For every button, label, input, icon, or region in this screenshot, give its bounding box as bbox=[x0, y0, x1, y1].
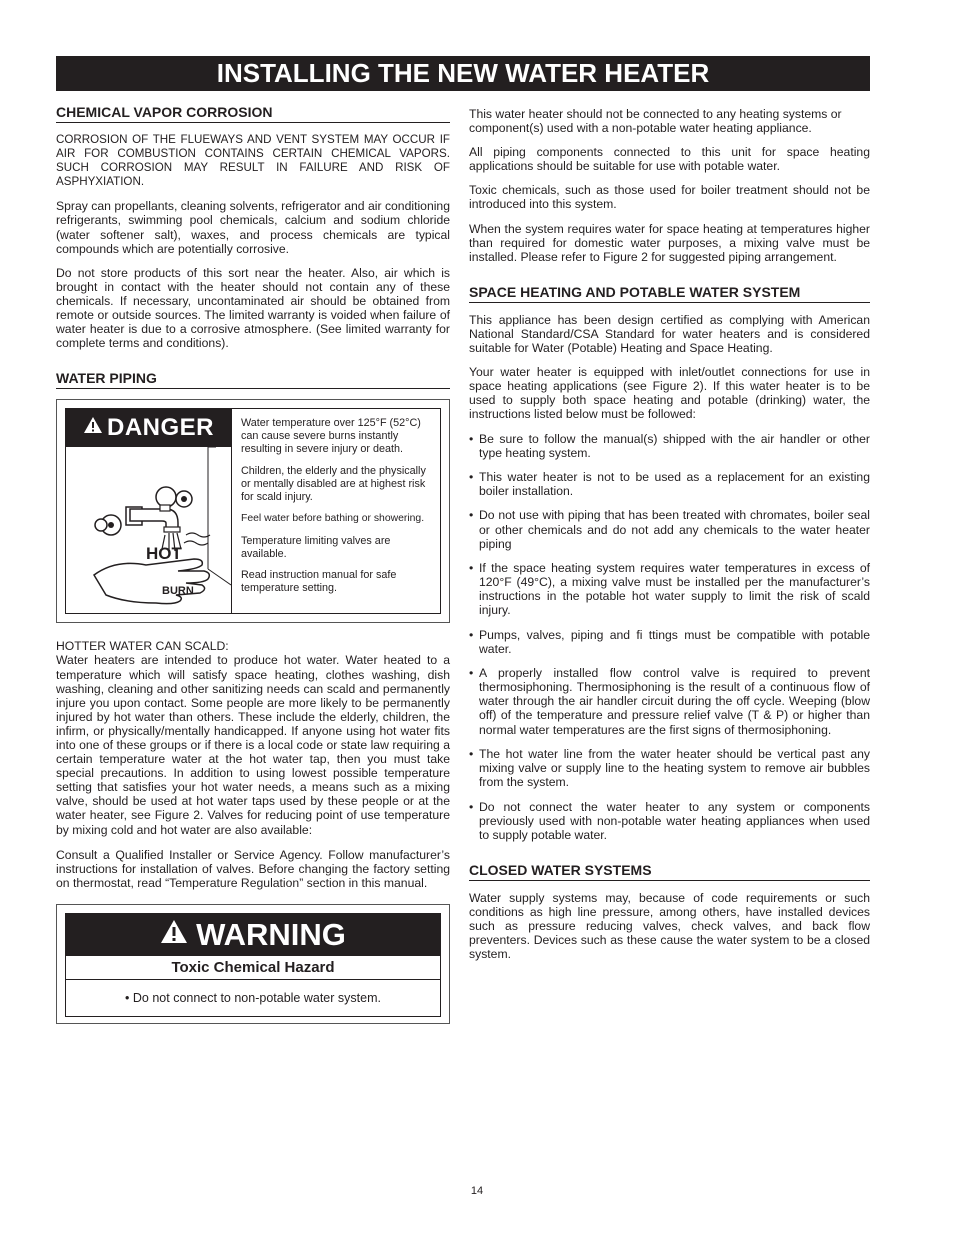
space-paragraph-1: This appliance has been design certified as complying with American National Standard/CSA Standard for water heaters and is considered suitable for Water (Potable) Heating and Space Heating. bbox=[469, 312, 870, 356]
danger-header bbox=[66, 409, 231, 447]
list-item: • A properly installed flow control valve is required to prevent thermosiphoning. Thermosiphoning is the result of a continuous flow of water through the air handler circuit during the off cycle. Weeping (blow off) of the temperature and pressure relief valve (T & P) or higher than normal water temperatures are the first signs of thermosiphoning. bbox=[469, 666, 870, 736]
warning-box bbox=[56, 904, 450, 1024]
water-piping-heading: WATER PIPING bbox=[56, 370, 450, 389]
warning-label: WARNING bbox=[196, 916, 346, 952]
scald-paragraph: Water heaters are intended to produce hot water. Water heated to a temperature which will satisfy space heating, clothes washing, dish washing, cleaning and other sanitizing needs can scald and permanently injure you upon contact. Some people are more likely to be permanently injured by hot water than others. These include the elderly, children, the infirm, or physically/mentally handicapped. If anyone using hot water fits into one of these groups or if there is a local code or state law requiring a certain temperature water at the hot water tap, then you must take special precautions. In addition to using lowest possible temperature setting that satisfies your hot water needs, a means such as a mixing valve, should be used at hot water taps used by these people or at the water heater, see Figure 2. Valves for reducing point of use temperature by mixing cold and hot water are also available: bbox=[56, 653, 450, 837]
closed-paragraph: Water supply systems may, because of code requirements or such conditions as high line pressure, among others, have installed devices such as pressure reducing valves, check valves, and back flow preventers. Devices such as these cause the water system to be a closed system. bbox=[469, 890, 870, 962]
chem-paragraph-1: CORROSION OF THE FLUEWAYS AND VENT SYSTEM MAY OCCUR IF AIR FOR COMBUSTION CONTAINS CERTAIN CHEMICAL VAPORS. SUCH CORROSION MAY RESULT IN FAILURE AND RISK OF ASPHYXIATION. bbox=[56, 133, 450, 189]
chem-paragraph-3: Do not store products of this sort near the heater. Also, air which is brought in contact with the heater should not contain any of these chemicals. If necessary, uncontaminated air should be obtained from remote or outside sources. The limited warranty is voided when failure of water heater is due to a corrosive atmosphere. (See limited warranty for complete terms and conditions). bbox=[56, 265, 450, 351]
space-paragraph-2: Your water heater is equipped with inlet/outlet connections for use in space heating applications (see Figure 2). If this water heater is to be used to supply both space heating and potable (drinking) water, the instructions listed below must be followed: bbox=[469, 365, 870, 422]
list-item: • Do not connect the water heater to any system or components previously used with non-potable water heating appliances when used to supply potable water. bbox=[469, 800, 870, 842]
danger-text-3: Feel water before bathing or showering. bbox=[241, 512, 425, 524]
chemical-vapor-heading: CHEMICAL VAPOR CORROSION bbox=[56, 104, 450, 123]
list-item: • Pumps, valves, piping and fi ttings must be compatible with potable water. bbox=[469, 628, 870, 656]
hot-water-faucet-hand-icon bbox=[66, 447, 231, 615]
list-item: • This water heater is not to be used as a replacement for an existing boiler installation. bbox=[469, 470, 870, 498]
danger-left-panel bbox=[66, 409, 232, 613]
warning-triangle-icon bbox=[160, 919, 188, 951]
page-banner bbox=[56, 56, 870, 91]
list-item: • Do not use with piping that has been treated with chromates, boiler seal or other chemicals and do not add any chemicals to the water heater piping bbox=[469, 508, 870, 550]
danger-text-4: Temperature limiting valves are available. bbox=[241, 534, 391, 560]
right-column bbox=[469, 107, 870, 971]
right-paragraph-3: Toxic chemicals, such as those used for boiler treatment should not be introduced into this system. bbox=[469, 183, 870, 212]
left-column bbox=[56, 104, 450, 1024]
danger-text-5: Read instruction manual for safe temperature setting. bbox=[241, 569, 397, 595]
list-item: • The hot water line from the water heater should be vertical past any mixing valve or supply line to the heating system to remove air bubbles from the system. bbox=[469, 747, 870, 789]
danger-text-2: Children, the elderly and the physically or mentally disabled are at highest risk for scald injury. bbox=[241, 465, 426, 503]
danger-box bbox=[56, 399, 450, 623]
right-paragraph-2: All piping components connected to this unit for space heating applications should be suitable for use with potable water. bbox=[469, 145, 870, 174]
danger-box-inner bbox=[65, 408, 441, 614]
space-heating-bullets bbox=[469, 432, 870, 842]
consult-paragraph: Consult a Qualified Installer or Service Agency. Follow manufacturer’s instructions for installation of valves. Before changing the factory setting on thermostat, read “Temperature Regulation” section in this manual. bbox=[56, 847, 450, 890]
danger-text-panel bbox=[232, 409, 440, 613]
warning-box-inner bbox=[65, 913, 441, 1017]
warning-subtitle: Toxic Chemical Hazard bbox=[66, 956, 440, 980]
list-item: • Be sure to follow the manual(s) shipped with the air handler or other type heating system. bbox=[469, 432, 870, 460]
hot-label: HOT bbox=[146, 544, 182, 564]
page-number: 14 bbox=[470, 1185, 484, 1197]
list-item: • If the space heating system requires water temperatures in excess of 120°F (49°C), a mixing valve must be installed per the manufacturer’s instructions in the potable hot water supply to limit the risk of scald injury. bbox=[469, 561, 870, 617]
closed-systems-heading: CLOSED WATER SYSTEMS bbox=[469, 862, 870, 881]
burn-label: BURN bbox=[162, 585, 194, 598]
right-paragraph-1: This water heater should not be connected to any heating systems or component(s) used with a non-potable water heating appliance. bbox=[469, 107, 842, 136]
warning-body: • Do not connect to non-potable water system. bbox=[125, 990, 381, 1005]
chem-paragraph-2: Spray can propellants, cleaning solvents, refrigerator and air conditioning refrigerants, swimming pool chemicals, calcium and sodium chloride (water softener salt), waxes, and process chemicals are typical compounds which are potentially corrosive. bbox=[56, 199, 450, 256]
warning-triangle-icon bbox=[83, 416, 103, 440]
right-paragraph-4: When the system requires water for space heating at temperatures higher than required for domestic water purposes, a mixing valve must be installed. Please refer to Figure 2 for suggested piping arrangement. bbox=[469, 221, 870, 264]
danger-label: DANGER bbox=[106, 414, 214, 442]
page-title: INSTALLING THE NEW WATER HEATER bbox=[216, 58, 710, 88]
space-heating-heading: SPACE HEATING AND POTABLE WATER SYSTEM bbox=[469, 284, 870, 303]
danger-text-1: Water temperature over 125°F (52°C) can cause severe burns instantly resulting in severe injury or death. bbox=[241, 417, 421, 456]
scald-heading: HOTTER WATER CAN SCALD: bbox=[56, 639, 229, 654]
warning-header bbox=[66, 914, 440, 956]
